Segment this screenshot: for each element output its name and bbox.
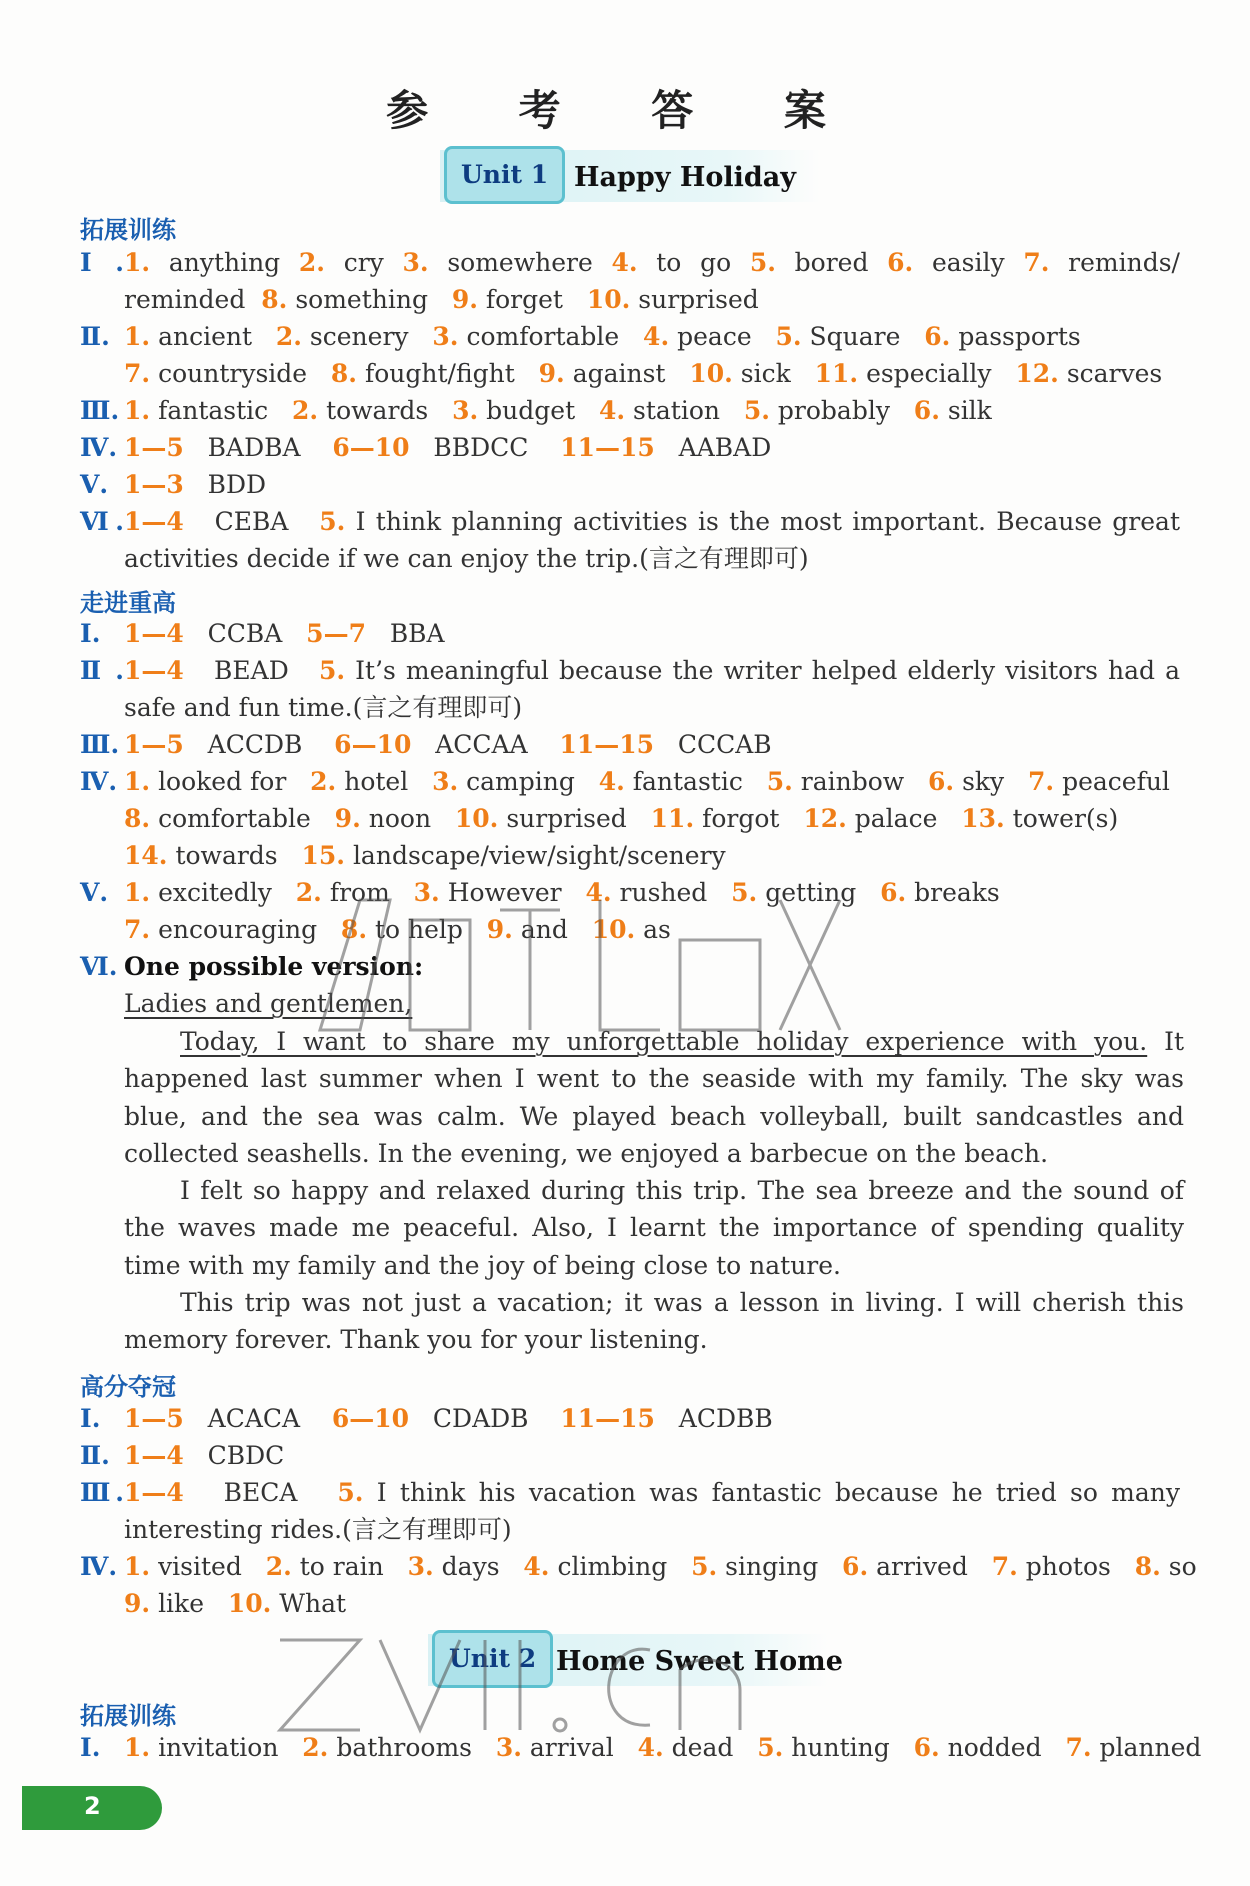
answer-line: Ⅰ. 1. invitation 2. bathrooms 3. arrival 4. dead 5. hunting 6. nodded 7. planned [80, 1733, 1202, 1762]
unit-1-banner [440, 150, 820, 202]
essay-heading: Ⅵ. One possible version: [80, 952, 424, 981]
answer-line: activities decide if we can enjoy the trip.(言之有理即可) [124, 544, 809, 573]
page-title: 参 考 答 案 [386, 86, 864, 135]
answer-line: Ⅳ. 1. looked for 2. hotel 3. camping 4. fantastic 5. rainbow 6. sky 7. peaceful [80, 767, 1170, 796]
answer-line: 7. encouraging 8. to help 9. and 10. as [124, 915, 671, 944]
section-title: 拓展训练 [80, 1702, 176, 1730]
watermark-graphic [300, 880, 860, 1040]
answer-line: 14. towards 15. landscape/view/sight/scenery [124, 841, 726, 870]
unit-2-badge: Unit 2 [432, 1630, 553, 1688]
answer-line: Ⅰ. 1—5 ACACA 6—10 CDADB 11—15 ACDBB [80, 1404, 773, 1433]
answer-line: Ⅱ. 1. ancient 2. scenery 3. comfortable 4. peace 5. Square 6. passports [80, 322, 1081, 351]
section-title: 高分夺冠 [80, 1373, 176, 1401]
essay-paragraph: Today, I want to share my unforgettable holiday experience with you. It happened last summer when I went to the seaside with my family. The sky was blue, and the sea was calm. We played beach volleyball, built sandcastles and collected seashells. In the evening, we enjoyed a barbecue on the beach. [124, 1027, 1184, 1168]
page-number: 2 [84, 1792, 101, 1820]
answer-line: 9. like 10. What [124, 1589, 347, 1618]
answer-line: Ⅲ. 1—5 ACCDB 6—10 ACCAA 11—15 CCCAB [80, 730, 772, 759]
watermark-logo-graphic [270, 1620, 750, 1750]
answer-line: interesting rides.(言之有理即可) [124, 1515, 512, 1544]
essay-greeting: Ladies and gentlemen, [124, 989, 413, 1018]
answer-line: Ⅱ. 1—4 CBDC [80, 1441, 285, 1470]
answer-line: Ⅴ. 1—3 BDD [80, 470, 267, 499]
unit-1-badge: Unit 1 [444, 146, 565, 204]
answer-line: Ⅲ. 1. fantastic 2. towards 3. budget 4. station 5. probably 6. silk [80, 396, 992, 425]
section-title: 拓展训练 [80, 216, 176, 244]
answer-line: Ⅴ. 1. excitedly 2. from 3. However 4. rushed 5. getting 6. breaks [80, 878, 1000, 907]
section-title: 走进重高 [80, 589, 176, 617]
answer-line: Ⅳ. 1. visited 2. to rain 3. days 4. climbing 5. singing 6. arrived 7. photos 8. so [80, 1552, 1197, 1581]
answer-line: 7. countryside 8. fought/fight 9. against 10. sick 11. especially 12. scarves [124, 359, 1163, 388]
unit-2-title: Home Sweet Home [556, 1646, 843, 1677]
answer-line: Ⅰ. 1—4 CCBA 5—7 BBA [80, 619, 445, 648]
answer-line: Ⅱ.1—4 BEAD 5. It’s meaningful because the writer helped elderly visitors had a [80, 656, 1181, 685]
page-number-tab [22, 1786, 162, 1830]
unit-1-title: Happy Holiday [574, 162, 796, 193]
essay-paragraph: I felt so happy and relaxed during this trip. The sea breeze and the sound of the waves made me peaceful. Also, I learnt the importance of spending quality time with my family and the joy of being close to nature. [124, 1176, 1184, 1280]
answer-line: Ⅵ.1—4 CEBA 5. I think planning activities is the most important. Because great [80, 507, 1180, 536]
answer-line: reminded 8. something 9. forget 10. surprised [124, 285, 759, 314]
answer-line: safe and fun time.(言之有理即可) [124, 693, 523, 722]
answer-line: Ⅳ. 1—5 BADBA 6—10 BBDCC 11—15 AABAD [80, 433, 772, 462]
answer-line: Ⅰ.1. anything 2. cry 3. somewhere 4. to go 5. bored 6. easily 7. reminds/ [80, 248, 1180, 277]
answer-line: 8. comfortable 9. noon 10. surprised 11. forgot 12. palace 13. tower(s) [124, 804, 1119, 833]
essay-paragraph: This trip was not just a vacation; it was a lesson in living. I will cherish this memory forever. Thank you for your listening. [124, 1288, 1184, 1355]
answer-line: Ⅲ.1—4 BECA 5. I think his vacation was fantastic because he tried so many [80, 1478, 1181, 1507]
